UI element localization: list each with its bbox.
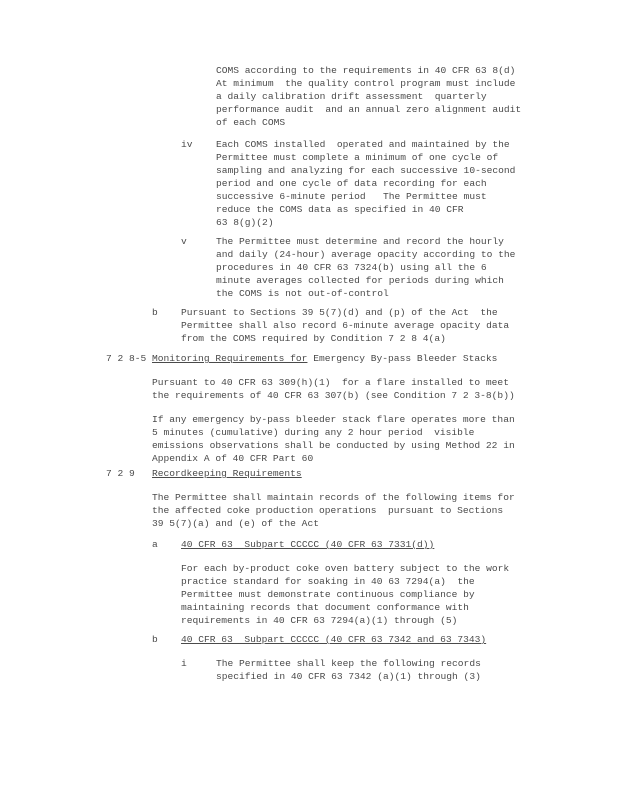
text-line: the affected coke production operations pursuant to Sections [152,505,504,516]
section-7285-paragraph-1 [152,376,515,402]
text-line: period and one cycle of data recording for each [216,178,487,189]
text-line: The Permittee shall keep the following records [216,658,481,669]
text-line: emissions observations shall be conducted by using Method 22 in [152,440,515,451]
text-line: from the COMS required by Condition 7 2 8 4(a) [181,333,446,344]
text-line: the requirements of 40 CFR 63 307(b) (see Condition 7 2 3-8(b)) [152,390,515,401]
text-line: of each COMS [216,117,286,128]
sub-item-i-marker: i [181,658,187,669]
heading-rest-text: Emergency By-pass Bleeder Stacks [307,353,498,364]
text-line: 63 8(g)(2) [216,217,274,228]
text-line: performance audit and an annual zero alignment audit [216,104,522,115]
sub-item-i-paragraph [216,657,481,683]
item-v-marker: v [181,236,187,247]
item-iv-marker: iv [181,139,193,150]
item-a-paragraph [181,562,509,627]
section-729-number: 7 2 9 [106,468,135,479]
section-7285-heading [152,352,497,365]
text-line: Permittee must complete a minimum of one cycle of [216,152,499,163]
heading-underlined-text: Monitoring Requirements for [152,353,308,364]
section-729-heading [152,467,302,480]
text-line: and daily (24-hour) average opacity according to the [216,249,516,260]
text-line: requirements in 40 CFR 63 7294(a)(1) through (5) [181,615,458,626]
item-iv-paragraph [216,138,515,229]
text-line: specified in 40 CFR 63 7342 (a)(1) through (3) [216,671,481,682]
text-line: Pursuant to Sections 39 5(7)(d) and (p) of the Act the [181,307,498,318]
text-line: The Permittee shall maintain records of the following items for [152,492,515,503]
heading-text: 40 CFR 63 Subpart CCCCC (40 CFR 63 7331(d)) [181,539,435,550]
text-line: 39 5(7)(a) and (e) of the Act [152,518,319,529]
section-7285-number: 7 2 8-5 [106,353,147,364]
text-line: COMS according to the requirements in 40 CFR 63 8(d) [216,65,516,76]
text-line: reduce the COMS data as specified in 40 CFR [216,204,464,215]
item-b2-marker: b [152,634,158,645]
item-b-marker: b [152,307,158,318]
text-line: practice standard for soaking in 40 63 7294(a) the [181,576,475,587]
text-line: For each by-product coke oven battery subject to the work [181,563,510,574]
text-line: If any emergency by-pass bleeder stack flare operates more than [152,414,515,425]
text-line: successive 6-minute period The Permittee must [216,191,487,202]
text-line: a daily calibration drift assessment quarterly [216,91,487,102]
text-line: the COMS is not out-of-control [216,288,389,299]
item-v-paragraph [216,235,515,300]
text-line: Each COMS installed operated and maintained by the [216,139,510,150]
text-line: Pursuant to 40 CFR 63 309(h)(1) for a flare installed to meet [152,377,509,388]
text-line: 5 minutes (cumulative) during any 2 hour period visible [152,427,475,438]
item-b2-heading [181,633,486,646]
text-line: The Permittee must determine and record the hourly [216,236,504,247]
text-line: Appendix A of 40 CFR Part 60 [152,453,314,464]
item-a-marker: a [152,539,158,550]
text-line: minute averages collected for periods during which [216,275,504,286]
section-7285-paragraph-2 [152,413,515,465]
text-line: Permittee must demonstrate continuous compliance by [181,589,475,600]
heading-text: 40 CFR 63 Subpart CCCCC (40 CFR 63 7342 and 63 7343) [181,634,487,645]
heading-text: Recordkeeping Requirements [152,468,302,479]
text-line: At minimum the quality control program must include [216,78,516,89]
item-b-paragraph [181,306,509,345]
section-729-intro [152,491,515,530]
text-line: maintaining records that document conformance with [181,602,469,613]
item-a-heading [181,538,434,551]
text-line: procedures in 40 CFR 63 7324(b) using all the 6 [216,262,487,273]
text-line: sampling and analyzing for each successive 10-second [216,165,516,176]
text-line: Permittee shall also record 6-minute average opacity data [181,320,510,331]
continuation-paragraph [216,64,521,129]
